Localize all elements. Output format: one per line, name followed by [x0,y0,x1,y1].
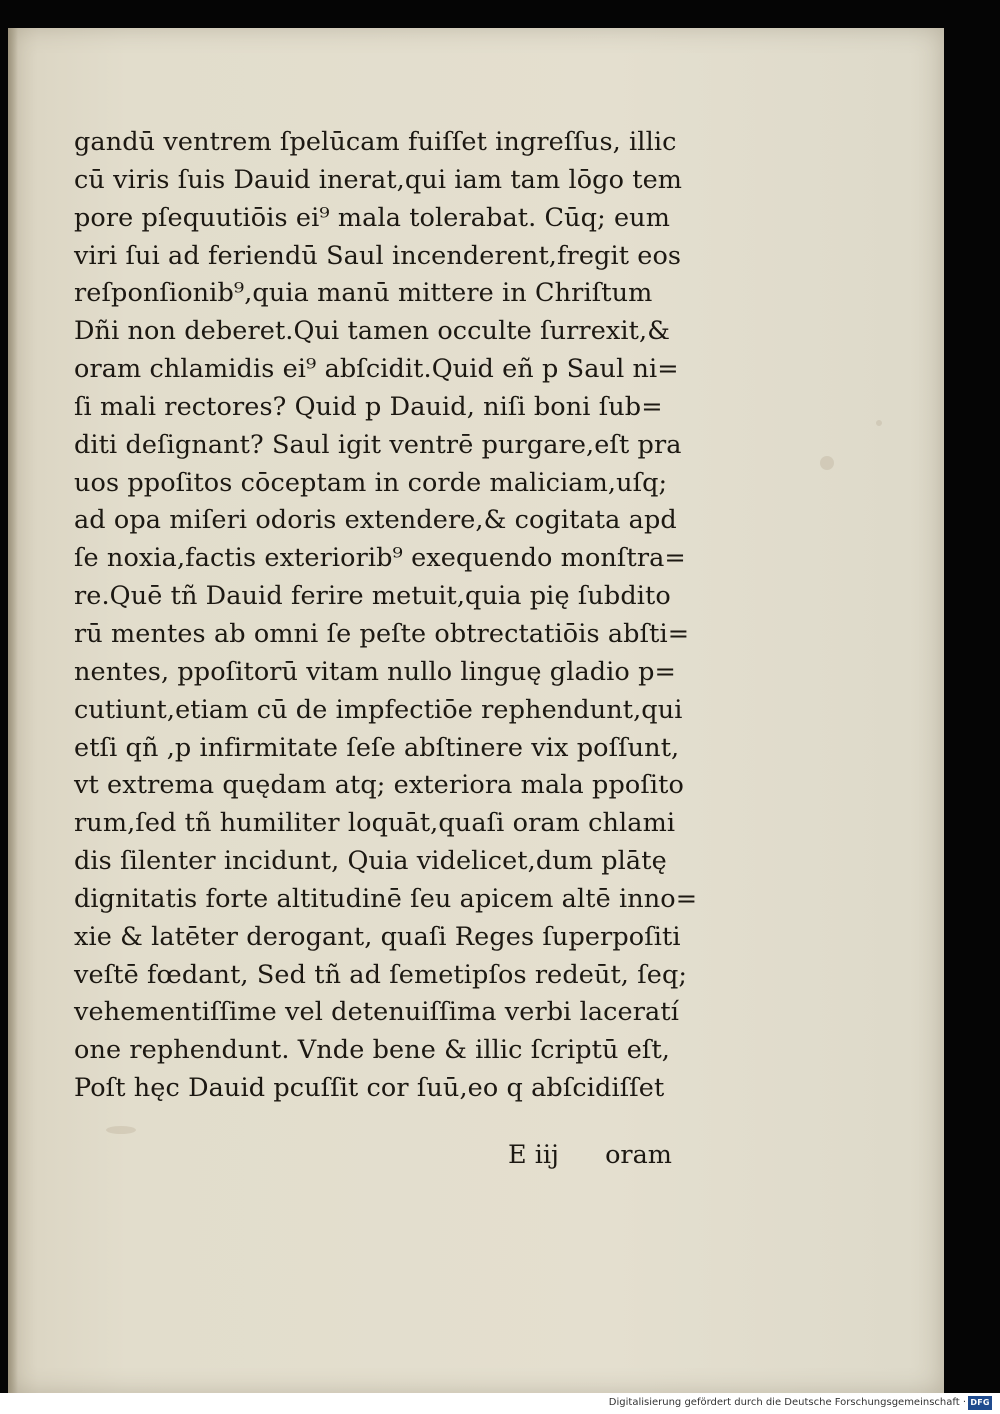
catchword: oram [605,1140,672,1170]
book-page [8,28,944,1393]
text-line: veſtē fœdant, Sed tñ ad ſemetipſos redeūt, ſeq; [74,959,688,990]
text-line: dignitatis forte altitudinē ſeu apicem altē inno= [74,883,698,914]
text-line: gandū ventrem ſpelūcam fuiſſet ingreſſus, illic [74,127,677,157]
text-line: ſe noxia,factis exteriorib⁹ exequendo monſtra= [74,543,686,574]
text-line: vehementiſſime vel detenuiſſima verbi laceratí [74,997,679,1028]
text-line: one rephendunt. Vnde bene & illic ſcriptū eſt, [74,1035,670,1066]
text-line: oram chlamidis ei⁹ abſcidit.Quid eñ p Saul ni= [74,354,679,385]
paper-stain [820,456,834,470]
paper-stain [876,420,882,426]
body-text [74,124,714,1108]
page-binding-edge [8,28,18,1393]
text-line: etſi qñ ,p infirmitate ſeſe abſtinere vix poſſunt, [74,732,680,763]
text-line: dis ſilenter incidunt, Quia videlicet,dum plātę [74,846,667,877]
text-line: pore pſequutiōis ei⁹ mala tolerabat. Cūq; eum [74,202,670,233]
text-line: xie & latēter derogant, quaſi Reges ſuperpoſiti [74,921,681,952]
text-line: rū mentes ab omni ſe peſte obtrectatiōis abſti= [74,618,690,649]
paper-stain [106,1126,136,1134]
signature-mark: E iij [508,1140,559,1170]
text-line: vt extrema quędam atq; exteriora mala ppoſito [74,770,684,801]
dfg-logo[interactable]: DFG [968,1396,992,1410]
text-line: Dñi non deberet.Qui tamen occulte ſurrexit,& [74,316,670,347]
text-line: ſi mali rectores? Quid p Dauid, niſi boni ſub= [74,391,663,422]
footer-credit: Digitalisierung gefördert durch die Deutsche Forschungsgemeinschaft · [608,1397,966,1408]
text-line: rum,ſed tñ humiliter loquāt,quaſi oram chlami [74,808,676,839]
text-line: Poſt hęc Dauid pcuſſit cor ſuū,eo q abſcidiſſet [74,1073,665,1104]
text-line: diti deſignant? Saul igit ventrē purgare,eſt pra [74,429,682,460]
text-line: cutiunt,etiam cū de impfectiōe rephendunt,qui [74,694,683,725]
text-line: nentes, ppoſitorū vitam nullo linguę gladio p= [74,656,676,687]
text-line: ad opa miſeri odoris extendere,& cogitata apd [74,505,677,536]
text-line: cū viris ſuis Dauid inerat,qui iam tam lōgo tem [74,164,683,195]
text-line: viri ſui ad feriendū Saul incenderent,fregit eos [74,240,682,271]
text-line: reſponſionib⁹,quia manū mittere in Chriſtum [74,278,653,309]
text-line: uos ppoſitos cōceptam in corde maliciam,uſq; [74,467,668,498]
signature-catchword-line [508,1136,688,1174]
digitization-footer [0,1393,1000,1414]
text-line: re.Quē tñ Dauid ferire metuit,quia pię ſubdito [74,581,671,612]
